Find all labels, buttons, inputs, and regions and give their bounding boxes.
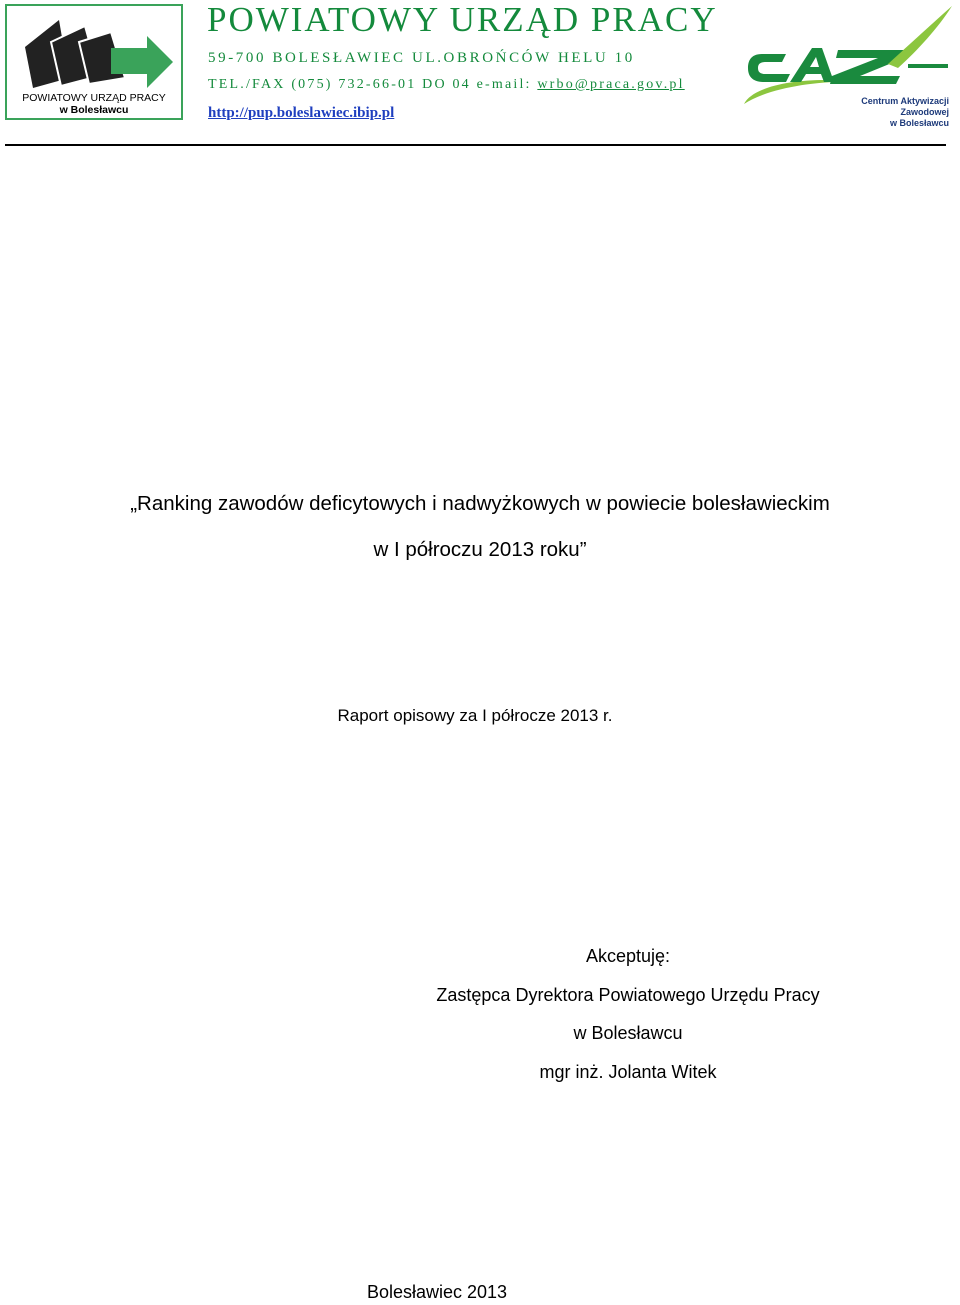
- caz-logo: [738, 4, 954, 128]
- pup-logo: [5, 4, 183, 120]
- approval-block: [400, 937, 856, 1091]
- office-contact: [208, 77, 685, 93]
- caz-sub-line1: Centrum Aktywizacji Zawodowej: [861, 96, 949, 117]
- document-title-line1: „Ranking zawodów deficytowych i nadwyżkowych w powiecie bolesławieckim: [130, 492, 830, 515]
- caz-accent-bar: [908, 64, 948, 68]
- email-link[interactable]: wrbo@praca.gov.pl: [537, 77, 685, 92]
- office-title: POWIATOWY URZĄD PRACY: [207, 0, 718, 39]
- pup-logo-text: [7, 92, 181, 116]
- header-divider: [5, 144, 946, 146]
- pup-logo-line2: w Bolesławcu: [59, 104, 129, 116]
- caz-letter-c: [748, 54, 790, 82]
- email-label: e-mail:: [476, 77, 538, 92]
- approval-name: mgr inż. Jolanta Witek: [539, 1061, 717, 1082]
- caz-leaf-icon: [888, 6, 952, 68]
- footer-place-year: Bolesławiec 2013: [366, 1282, 508, 1302]
- pup-logo-graphic-icon: [17, 12, 175, 92]
- approval-label: Akceptuję:: [585, 946, 671, 966]
- website-link[interactable]: http://pup.boleslawiec.ibip.pl: [208, 105, 395, 121]
- document-subtitle: Raport opisowy za I półrocze 2013 r.: [337, 706, 613, 725]
- caz-sub-line2: w Bolesławcu: [889, 118, 949, 128]
- pup-logo-arrow-icon: [111, 36, 173, 88]
- document-title-line2: w I półroczu 2013 roku”: [373, 538, 587, 561]
- document-title: [0, 481, 960, 573]
- approval-org: w Bolesławcu: [573, 1023, 683, 1043]
- approval-position: Zastępca Dyrektora Powiatowego Urzędu Pracy: [436, 984, 820, 1005]
- phone-fax: TEL./FAX (075) 732-66-01 DO 04: [208, 77, 477, 92]
- letterhead: [0, 0, 960, 150]
- caz-letter-a: [790, 48, 834, 82]
- caz-letter-z: [830, 50, 906, 84]
- office-address: 59-700 BOLESŁAWIEC UL.OBROŃCÓW HELU 10: [208, 50, 635, 66]
- pup-logo-line1: POWIATOWY URZĄD PRACY: [22, 92, 166, 104]
- caz-subtitle: [831, 96, 949, 129]
